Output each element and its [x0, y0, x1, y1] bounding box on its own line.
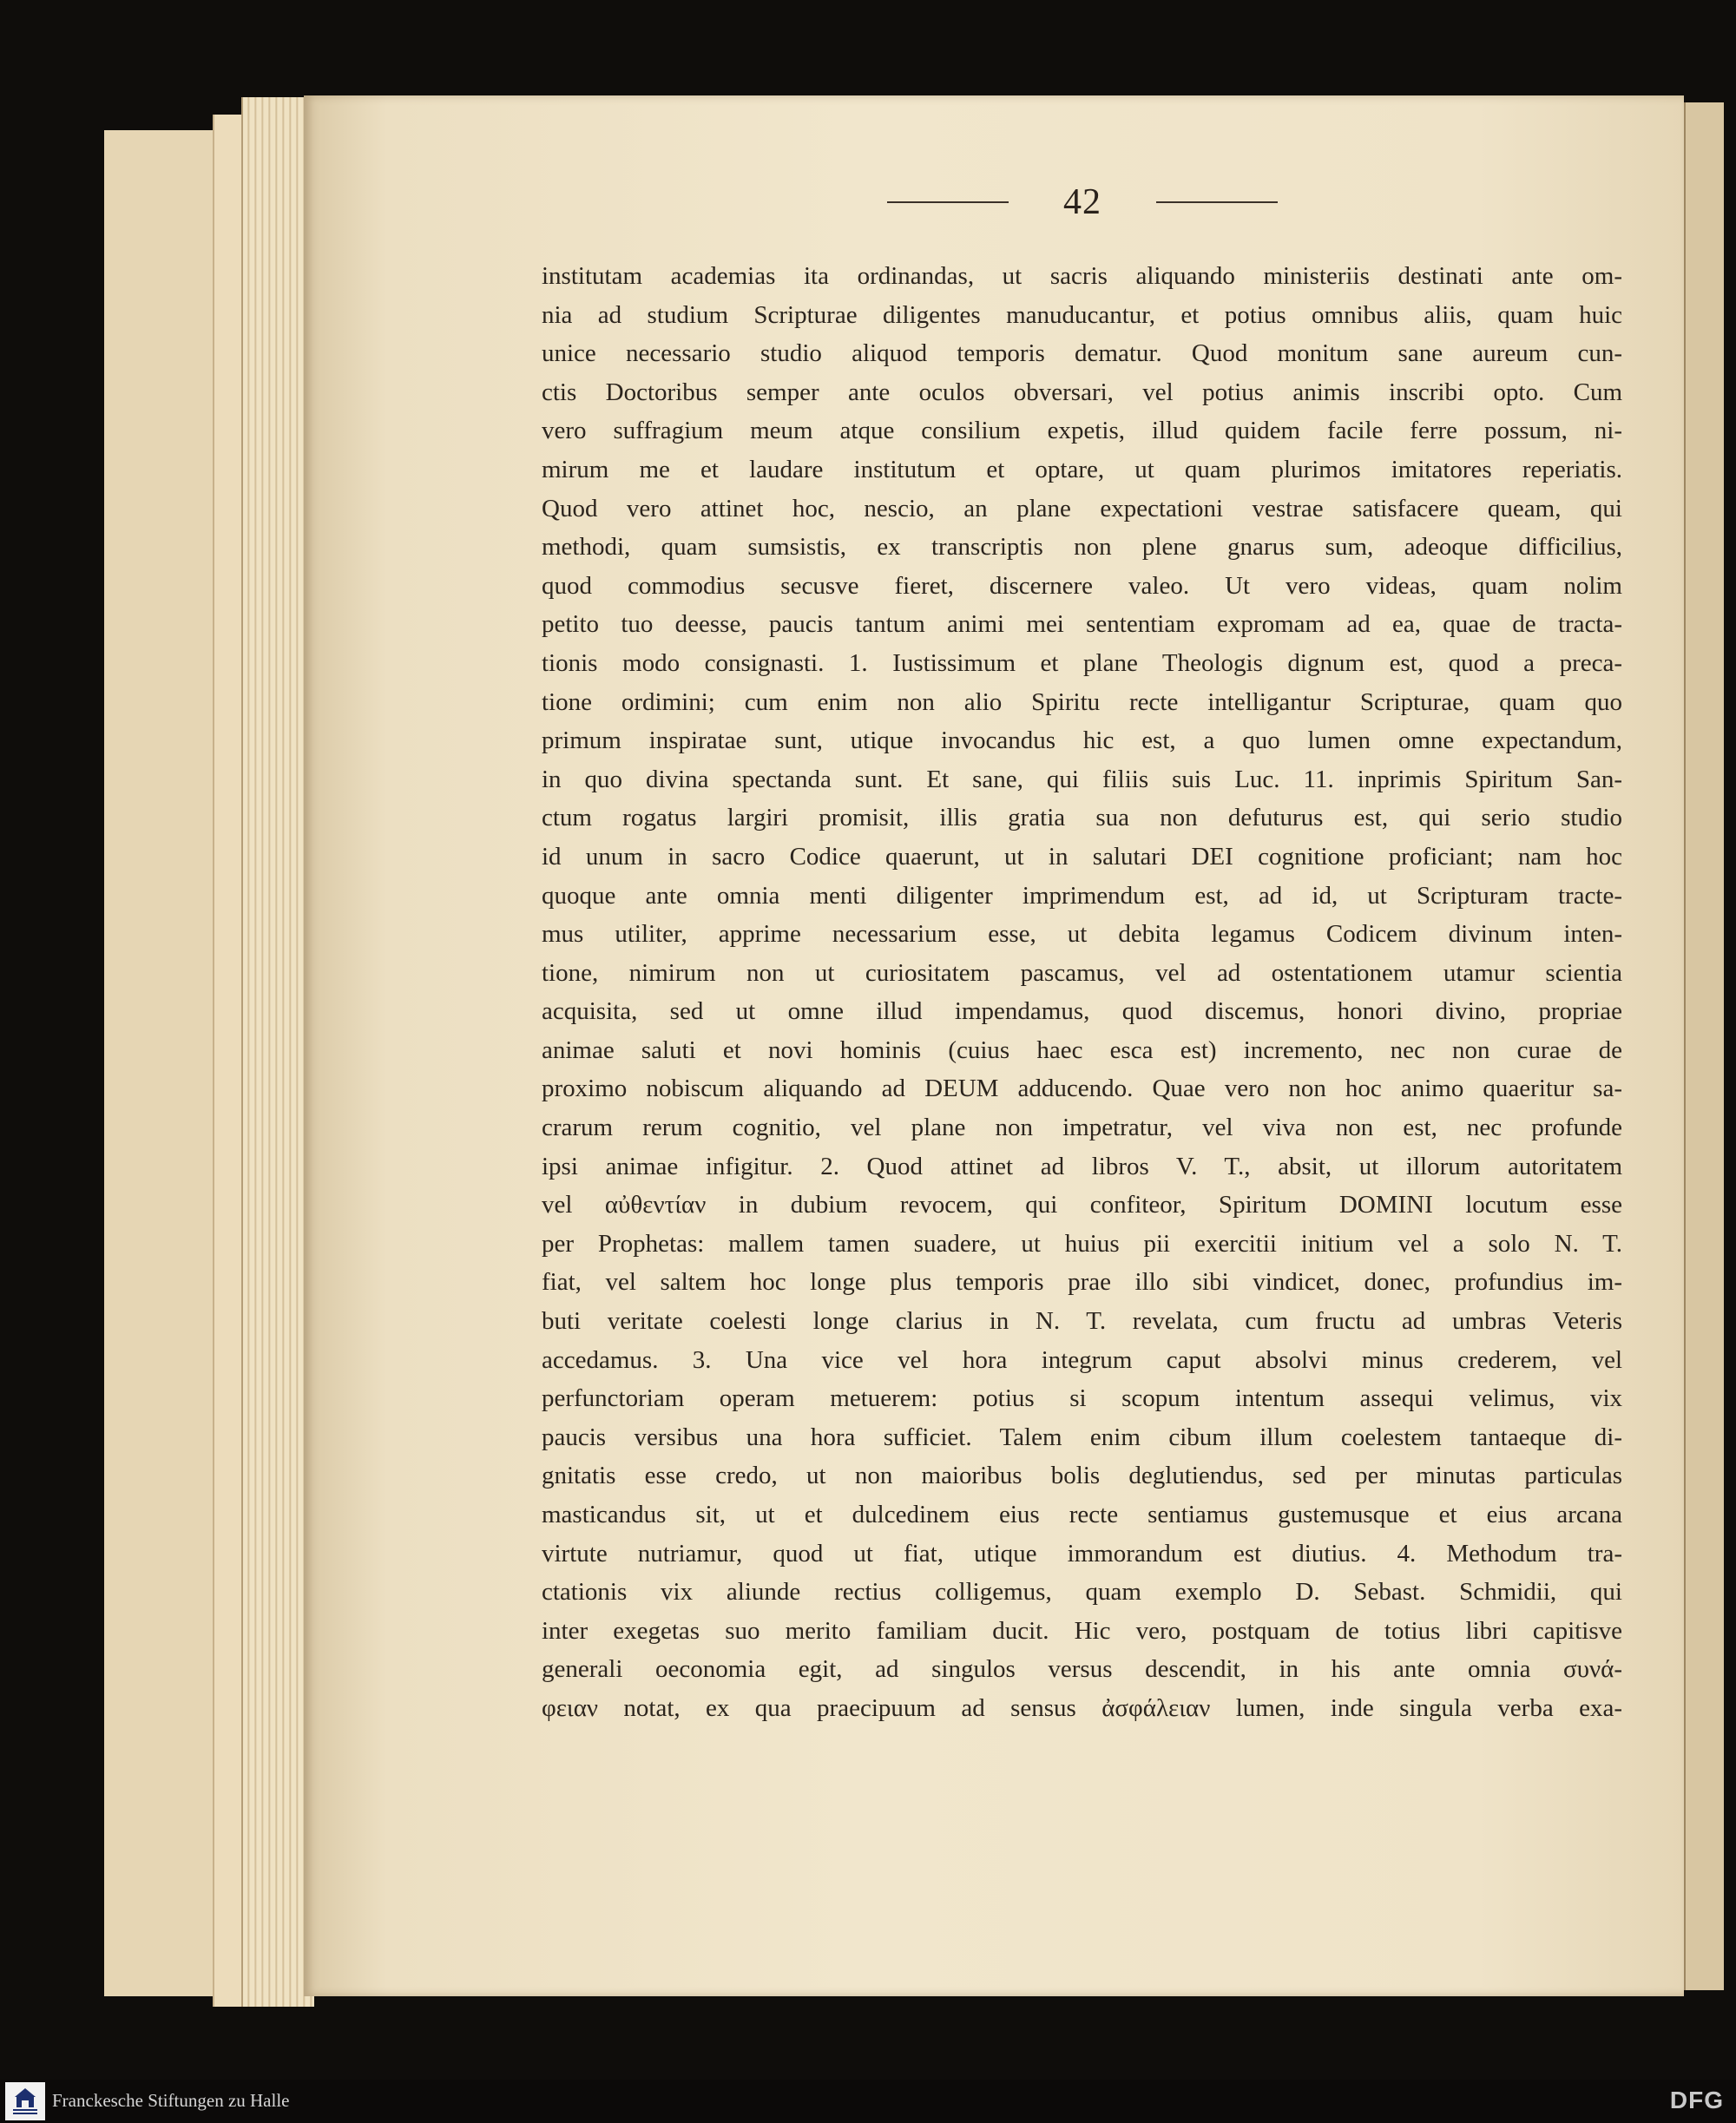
institution-logo-icon — [10, 2085, 41, 2118]
text-line: institutam academias ita ordinandas, ut sacris aliquando ministeriis destinati ante om- — [542, 262, 1622, 290]
text-line: mirum me et laudare institutum et optare, ut quam plurimos imitatores reperiatis. — [542, 455, 1622, 483]
text-line: ctis Doctoribus semper ante oculos obversari, vel potius animis inscribi opto. Cum — [542, 378, 1622, 406]
opposite-page-edge — [1684, 102, 1724, 1990]
text-line: vel αὐθεντίαν in dubium revocem, qui confiteor, Spiritum DOMINI locutum esse — [542, 1191, 1622, 1219]
institution-logo[interactable] — [5, 2082, 45, 2120]
text-line: φειαν notat, ex qua praecipuum ad sensus ἀσφάλειαν lumen, inde singula verba exa- — [542, 1693, 1622, 1722]
text-line: Quod vero attinet hoc, nescio, an plane expectationi vestrae satisfacere queam, qui — [542, 494, 1622, 523]
text-line: unice necessario studio aliquod temporis dematur. Quod monitum sane aureum cun- — [542, 339, 1622, 368]
text-line: tionis modo consignasti. 1. Iustissimum et plane Theologis dignum est, quod a preca- — [542, 648, 1622, 677]
text-line: ctationis vix aliunde rectius colligemus, quam exemplo D. Sebast. Schmidii, qui — [542, 1578, 1622, 1607]
text-line: gnitatis esse credo, ut non maioribus bolis deglutiendus, sed per minutas particulas — [542, 1462, 1622, 1490]
body-text — [542, 257, 1622, 1728]
text-line: animae saluti et novi hominis (cuius haec esca est) incremento, nec non curae de — [542, 1035, 1622, 1064]
text-line: crarum rerum cognitio, vel plane non impetratur, vel viva non est, nec profunde — [542, 1114, 1622, 1142]
text-line: virtute nutriamur, quod ut fiat, utique immorandum est diutius. 4. Methodum tra- — [542, 1539, 1622, 1568]
text-line: methodi, quam sumsistis, ex transcriptis non plene gnarus sum, adeoque difficilius, — [542, 533, 1622, 562]
text-line: tione ordimini; cum enim non alio Spiritu recte intelligantur Scripturae, quam quo — [542, 687, 1622, 716]
text-line: mus utiliter, apprime necessarium esse, ut debita legamus Codicem divinum inten- — [542, 920, 1622, 949]
text-line: quoque ante omnia menti diligenter imprimendum est, ad id, ut Scripturam tracte- — [542, 881, 1622, 910]
text-line: nia ad studium Scripturae diligentes manuducantur, et potius omnibus aliis, quam huic — [542, 300, 1622, 329]
dfg-logo: DFG — [1669, 2087, 1724, 2113]
text-line: generali oeconomia egit, ad singulos versus descendit, in his ante omnia συνά- — [542, 1655, 1622, 1684]
text-line: quod commodius secusve fieret, discernere valeo. Ut vero videas, quam nolim — [542, 571, 1622, 600]
text-line: in quo divina spectanda sunt. Et sane, qui filiis suis Luc. 11. inprimis Spiritum San- — [542, 765, 1622, 793]
text-line: vero suffragium meum atque consilium expetis, illud quidem facile ferre possum, ni- — [542, 417, 1622, 445]
text-line: buti veritate coelesti longe clarius in N. T. revelata, cum fructu ad umbras Veteris — [542, 1307, 1622, 1336]
text-line: perfunctoriam operam metuerem: potius si scopum intentum assequi velimus, vix — [542, 1384, 1622, 1413]
footer-bar — [0, 2080, 1736, 2123]
text-line: accedamus. 3. Una vice vel hora integrum caput absolvi minus crederem, vel — [542, 1345, 1622, 1374]
page-header — [887, 181, 1278, 224]
text-line: id unum in sacro Codice quaerunt, ut in salutari DEI cognitione proficiant; nam hoc — [542, 842, 1622, 871]
text-line: inter exegetas suo merito familiam ducit. Hic vero, postquam de totius libri capitisve — [542, 1616, 1622, 1645]
text-line: tione, nimirum non ut curiositatem pascamus, vel ad ostentationem utamur scientia — [542, 958, 1622, 987]
footer-source-link[interactable]: Franckesche Stiftungen zu Halle — [52, 2090, 290, 2111]
text-line: primum inspiratae sunt, utique invocandus hic est, a quo lumen omne expectandum, — [542, 726, 1622, 755]
page-number: 42 — [1063, 182, 1101, 222]
text-line: paucis versibus una hora sufficiet. Talem enim cibum illum coelestem tantaeque di- — [542, 1423, 1622, 1451]
header-rule-right — [1156, 201, 1278, 203]
text-line: ipsi animae infigitur. 2. Quod attinet ad libros V. T., absit, ut illorum autoritatem — [542, 1152, 1622, 1180]
text-line: petito tuo deesse, paucis tantum animi mei sententiam expromam ad ea, quae de tracta- — [542, 610, 1622, 639]
text-line: per Prophetas: mallem tamen suadere, ut huius pii exercitii initium vel a solo N. T. — [542, 1229, 1622, 1258]
text-line: masticandus sit, ut et dulcedinem eius recte sentiamus gustemusque et eius arcana — [542, 1501, 1622, 1528]
text-line: acquisita, sed ut omne illud impendamus, quod discemus, honori divino, propriae — [542, 997, 1622, 1026]
text-line: ctum rogatus largiri promisit, illis gratia sua non defuturus est, qui serio studio — [542, 804, 1622, 832]
header-rule-left — [887, 201, 1009, 203]
text-line: fiat, vel saltem hoc longe plus temporis prae illo sibi vindicet, donec, profundius im- — [542, 1268, 1622, 1297]
text-line: proximo nobiscum aliquando ad DEUM adducendo. Quae vero non hoc animo quaeritur sa- — [542, 1075, 1622, 1103]
